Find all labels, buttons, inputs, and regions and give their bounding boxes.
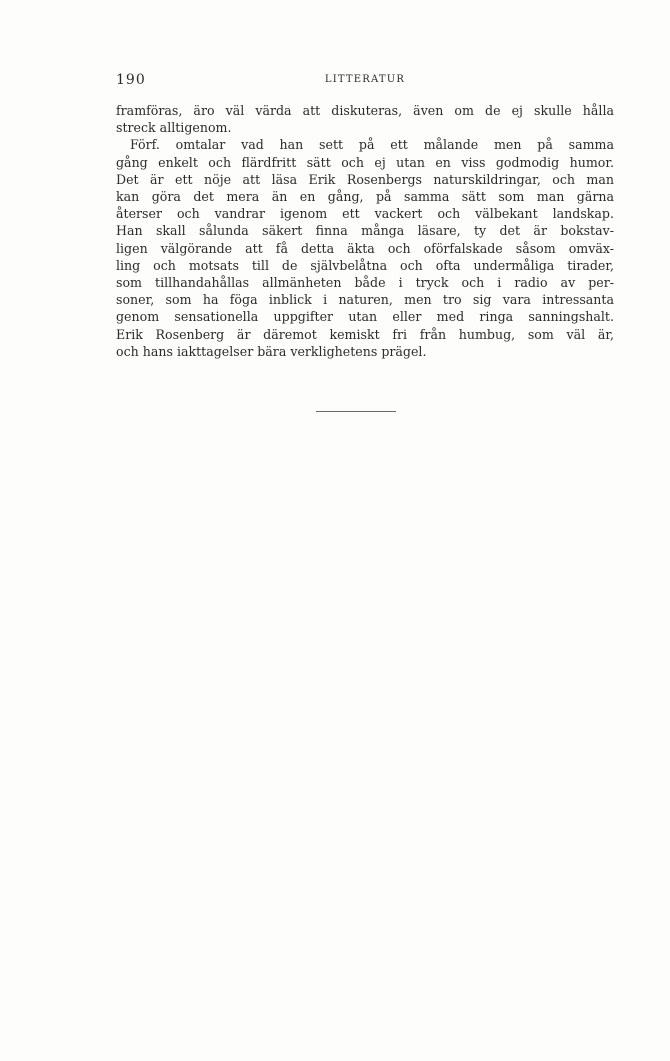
text-line: streck alltigenom. [116,120,232,136]
text-line: framföras, äro väl värda att diskuteras, även om de ej skulle hålla [116,103,614,118]
body-text [116,102,614,360]
text-line: Erik Rosenberg är däremot kemiskt fri från humbug, som väl är, [116,326,614,342]
text-line: ligen välgörande att få detta äkta och oförfalskade såsom omväx- [116,240,614,256]
text-line: Förf. omtalar vad han sett på ett målande men på samma [130,137,614,153]
text-line: kan göra det mera än en gång, på samma sätt som man gärna [116,189,614,205]
running-header [116,72,614,94]
text-line: gång enkelt och flärdfritt sätt och ej utan en viss godmodig humor. [116,154,614,170]
section-separator [316,411,396,412]
text-line: återser och vandrar igenom ett vackert och välbekant landskap. [116,206,614,222]
page-number: 190 [116,72,146,88]
text-line: som tillhandahållas allmänheten både i tryck och i radio av per- [116,275,614,291]
text-line: Det är ett nöje att läsa Erik Rosenbergs naturskildringar, och man [116,171,614,187]
text-line: ling och motsats till de självbelåtna och ofta undermåliga tirader, [116,257,614,273]
text-line: Han skall sålunda säkert finna många läsare, ty det är bokstav- [116,223,614,239]
text-line: och hans iakttagelser bära verklighetens prägel. [116,343,427,359]
running-title: LITTERATUR [324,74,406,85]
text-line: soner, som ha föga inblick i naturen, men tro sig vara intressanta [116,292,614,308]
text-line: genom sensationella uppgifter utan eller med ringa sanningshalt. [116,309,614,325]
